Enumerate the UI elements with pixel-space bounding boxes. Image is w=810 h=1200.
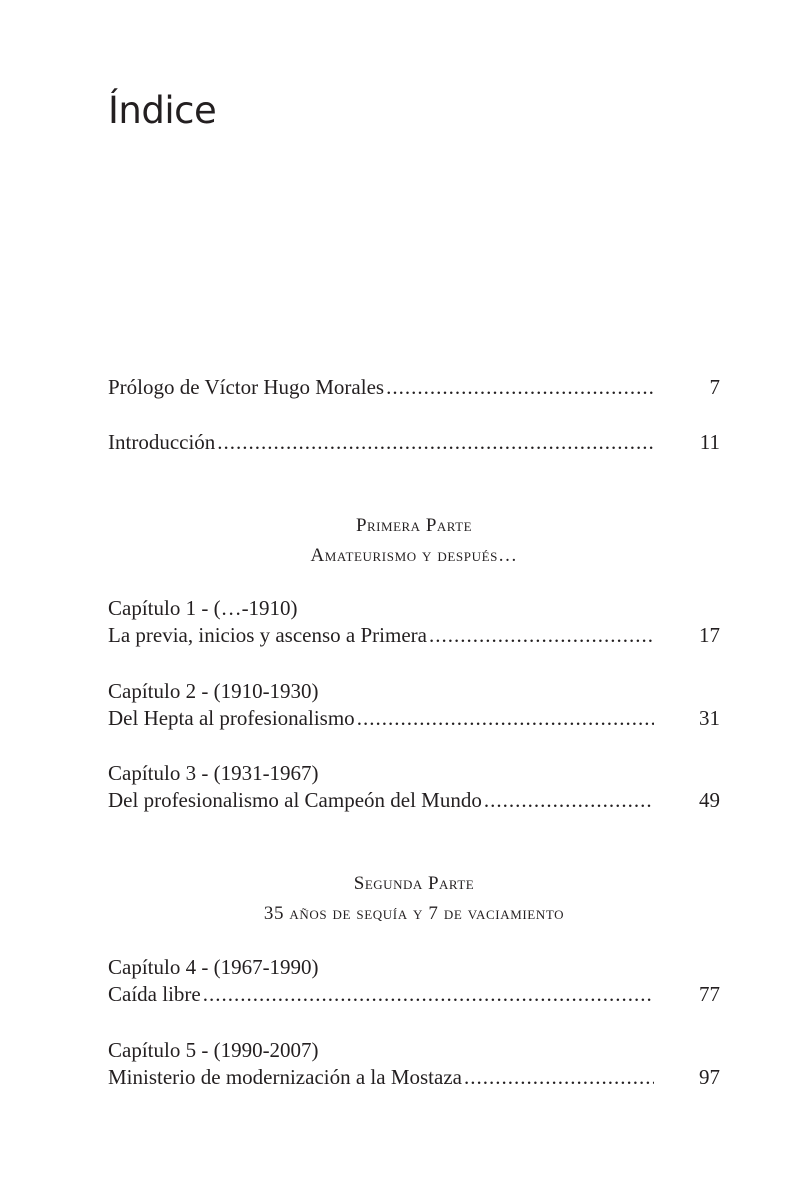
chapter-label: Capítulo 4 - (1967-1990) <box>108 955 319 979</box>
part-heading-1 <box>108 513 720 569</box>
toc-entry-title: La previa, inicios y ascenso a Primera <box>108 623 427 647</box>
toc-entry-prologue[interactable] <box>108 374 720 401</box>
part-label: Primera Parte <box>355 515 473 536</box>
toc-entry-title: Caída libre <box>108 982 201 1006</box>
toc-page-number: 77 <box>699 982 720 1006</box>
part-subtitle: 35 años de sequía y 7 de vaciamiento <box>263 903 565 924</box>
toc-entry-title: Del profesionalismo al Campeón del Mundo <box>108 788 482 812</box>
page-title: Índice <box>108 89 217 132</box>
part-subtitle: Amateurismo y después… <box>310 545 518 566</box>
toc-page-number: 31 <box>699 706 720 730</box>
dot-leader <box>484 787 654 814</box>
chapter-label: Capítulo 2 - (1910-1930) <box>108 679 319 703</box>
dot-leader <box>357 705 654 732</box>
toc-entry-introduction[interactable] <box>108 429 720 456</box>
dot-leader <box>217 429 654 456</box>
dot-leader <box>429 622 654 649</box>
dot-leader <box>203 981 654 1008</box>
toc-entry-chapter-5[interactable] <box>108 1037 720 1091</box>
toc-entry-title: Del Hepta al profesionalismo <box>108 706 355 730</box>
toc-entry-title: Introducción <box>108 430 216 454</box>
toc-page-number: 49 <box>699 788 720 812</box>
dot-leader <box>464 1064 654 1091</box>
toc-entry-chapter-1[interactable] <box>108 595 720 649</box>
toc-page-number: 97 <box>699 1065 720 1089</box>
toc-entry-title: Ministerio de modernización a la Mostaza <box>108 1065 462 1089</box>
toc-entry-chapter-4[interactable] <box>108 954 720 1008</box>
part-label: Segunda Parte <box>353 873 475 894</box>
toc-entry-title: Prólogo de Víctor Hugo Morales <box>108 375 385 399</box>
toc-entry-chapter-3[interactable] <box>108 760 720 814</box>
chapter-label: Capítulo 1 - (…-1910) <box>108 596 298 620</box>
toc-page-number: 7 <box>709 375 720 399</box>
chapter-label: Capítulo 3 - (1931-1967) <box>108 761 319 785</box>
toc-page-number: 17 <box>699 623 720 647</box>
toc-entry-chapter-2[interactable] <box>108 678 720 732</box>
toc-page-number: 11 <box>699 430 720 454</box>
chapter-label: Capítulo 5 - (1990-2007) <box>108 1038 319 1062</box>
part-heading-2 <box>108 871 720 927</box>
dot-leader <box>386 374 654 401</box>
